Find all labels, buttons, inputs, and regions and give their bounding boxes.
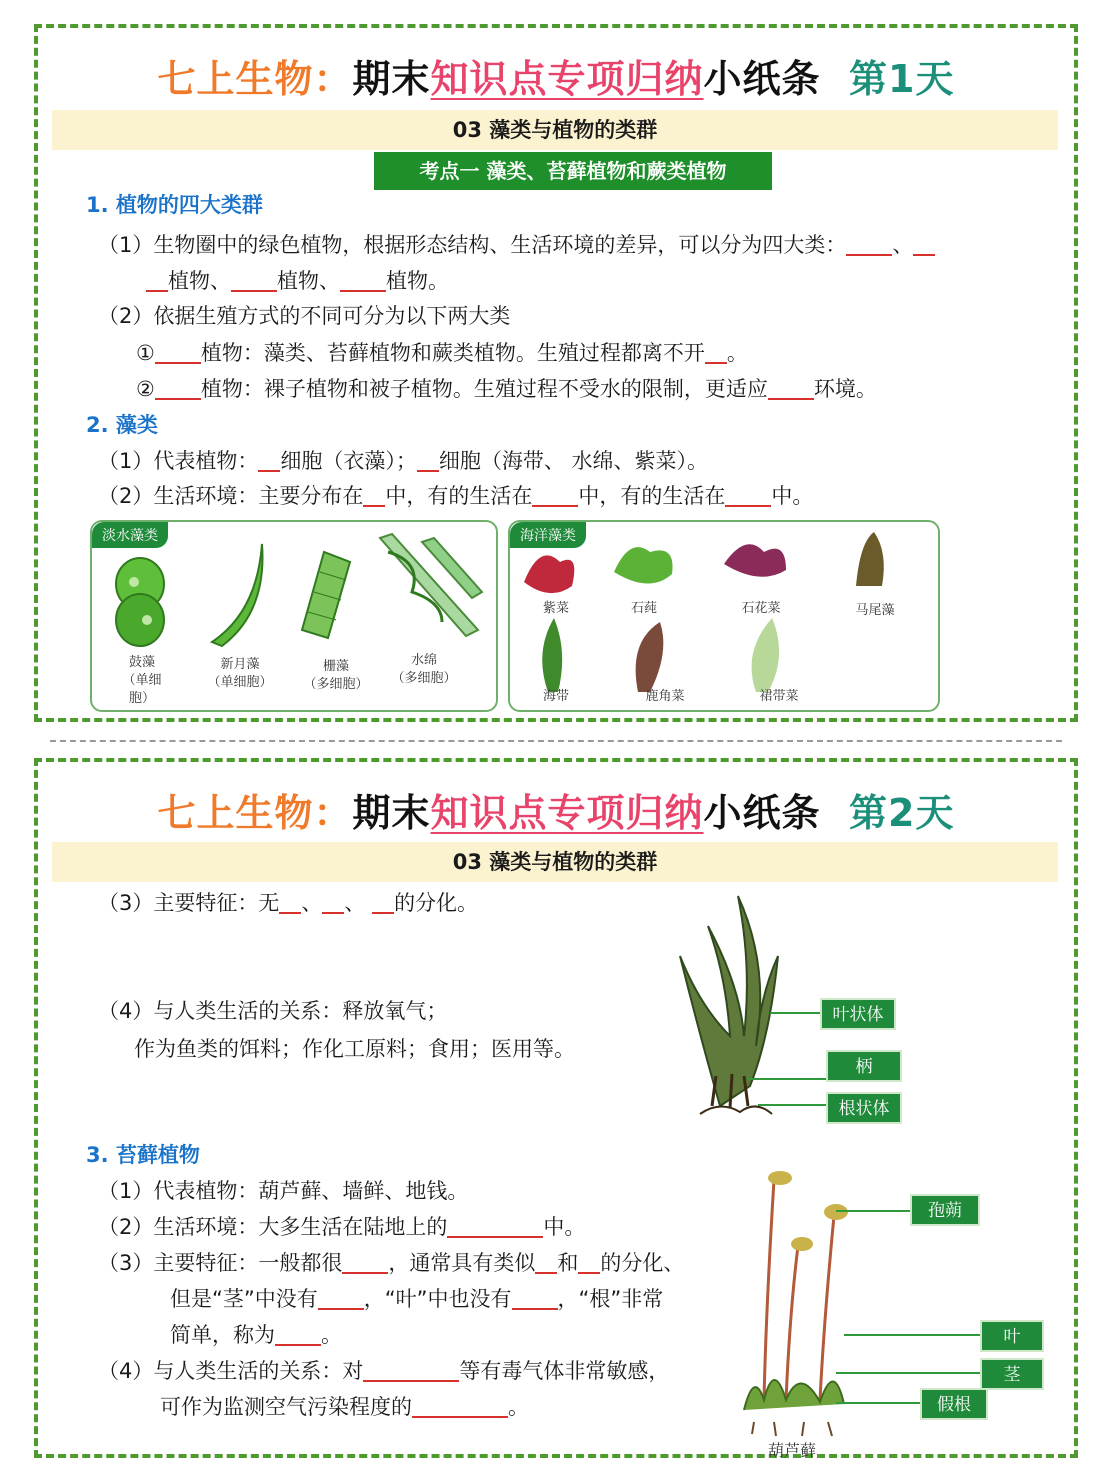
ulva-illustration	[614, 547, 673, 583]
moss-caption: 葫芦藓	[767, 1441, 816, 1460]
fill-blank[interactable]	[913, 232, 935, 256]
fill-blank[interactable]	[532, 483, 578, 507]
algae-caption: 鹿角菜	[645, 689, 685, 704]
day1-title: 七上生物：期末知识点专项归纳小纸条 第1天	[157, 57, 955, 101]
text-line: 简单，称为 。	[170, 1323, 342, 1347]
fill-blank[interactable]	[447, 1214, 543, 1238]
fill-blank[interactable]	[258, 448, 280, 472]
algae-caption: 裙带菜	[759, 689, 799, 704]
fill-blank[interactable]	[768, 376, 814, 400]
fill-blank[interactable]	[279, 890, 301, 914]
text-line: （2）依据生殖方式的不同可分为以下两大类	[98, 304, 511, 328]
leader-line	[770, 1012, 820, 1014]
text-line: 作为鱼类的饵料；作化工原料；食用；医用等。	[134, 1037, 575, 1061]
day2-title: 七上生物：期末知识点专项归纳小纸条 第2天	[157, 791, 955, 835]
day2-section-band: 03 藻类与植物的类群	[52, 842, 1058, 882]
algae-caption: 海带	[542, 689, 569, 704]
fill-blank[interactable]	[846, 232, 892, 256]
fill-blank[interactable]	[155, 376, 201, 400]
desmid-illustration	[116, 558, 164, 646]
text-line: （2）生活环境：主要分布在 中，有的生活在 中，有的生活在 中。	[98, 484, 814, 508]
porphyra-illustration	[524, 555, 574, 593]
kelp-label: 叶状体	[820, 998, 896, 1030]
text-line: （1）生物圈中的绿色植物，根据形态结构、生活环境的差异，可以分为四大类： 、	[98, 230, 935, 260]
heading-four-groups: 1. 植物的四大类群	[86, 193, 263, 217]
spirogyra-illustration	[380, 534, 482, 636]
fill-blank[interactable]	[231, 268, 277, 292]
kelp-label: 根状体	[826, 1092, 902, 1124]
algae-caption: 新月藻 （单细胞）	[207, 657, 273, 690]
text-line: 但是“茎”中没有 ，“叶”中也没有 ，“根”非常	[170, 1287, 664, 1311]
sea-algae-panel	[508, 520, 940, 712]
pelvetia-illustration	[636, 622, 664, 692]
fill-blank[interactable]	[412, 1394, 508, 1418]
algae-caption: 马尾藻	[855, 603, 895, 618]
heading-moss: 3. 苔藓植物	[86, 1143, 200, 1167]
fill-blank[interactable]	[372, 890, 394, 914]
algae-caption: 紫菜	[542, 601, 569, 616]
fill-blank[interactable]	[705, 340, 727, 364]
text-line: （3）主要特征：无 、 、 的分化。	[98, 891, 479, 915]
text-line: （3）主要特征：一般都很 ，通常具有类似 和 的分化、	[98, 1251, 685, 1275]
sargassum-illustration	[856, 532, 884, 586]
fill-blank[interactable]	[155, 340, 201, 364]
text-line: 可作为监测空气污染程度的 。	[160, 1395, 529, 1419]
separator	[50, 740, 1062, 742]
fill-blank[interactable]	[318, 1286, 364, 1310]
fill-blank[interactable]	[363, 1358, 459, 1382]
fill-blank[interactable]	[535, 1250, 557, 1274]
text-line: 植物、 植物、 植物。	[146, 266, 449, 296]
fill-blank[interactable]	[578, 1250, 600, 1274]
gelidium-illustration	[724, 544, 786, 576]
undaria-illustration	[752, 618, 780, 692]
text-line: （4）与人类生活的关系：释放氧气；	[98, 999, 448, 1023]
leader-line	[836, 1210, 912, 1212]
leader-line	[748, 1078, 826, 1080]
leader-line	[836, 1372, 984, 1374]
algae-caption: 鼓藻 （单细胞）	[122, 655, 162, 706]
scenedesmus-illustration	[302, 552, 350, 638]
fill-blank[interactable]	[363, 483, 385, 507]
fill-blank[interactable]	[725, 483, 771, 507]
moss-label: 茎	[980, 1358, 1044, 1390]
fill-blank[interactable]	[342, 1250, 388, 1274]
text-line: （4）与人类生活的关系：对 等有毒气体非常敏感，	[98, 1359, 670, 1383]
day1-section-band: 03 藻类与植物的类群	[52, 110, 1058, 150]
leader-line	[758, 1104, 826, 1106]
fill-blank[interactable]	[275, 1322, 321, 1346]
sea-tag: 海洋藻类	[510, 522, 586, 548]
moss-label: 孢蒴	[910, 1194, 980, 1226]
text-line: ① 植物：藻类、苔藓植物和蕨类植物。生殖过程都离不开 。	[136, 341, 748, 365]
heading-algae: 2. 藻类	[86, 413, 158, 437]
fill-blank[interactable]	[322, 890, 344, 914]
freshwater-tag: 淡水藻类	[92, 522, 168, 548]
closterium-illustration	[212, 544, 263, 646]
fill-blank[interactable]	[340, 268, 386, 292]
freshwater-algae-panel	[90, 520, 498, 712]
fill-blank[interactable]	[146, 268, 168, 292]
moss-illustration	[724, 1160, 864, 1440]
leader-line	[836, 1402, 922, 1404]
exam-point-tag: 考点一 藻类、苔藓植物和蕨类植物	[374, 152, 772, 190]
text-line: （2）生活环境：大多生活在陆地上的 中。	[98, 1215, 586, 1239]
moss-label: 假根	[920, 1388, 988, 1420]
text-line: （1）代表植物： 细胞（衣藻）； 细胞（海带、 水绵、紫菜）。	[98, 449, 709, 473]
algae-caption: 石莼	[630, 601, 657, 616]
text-line: ② 植物：裸子植物和被子植物。生殖过程不受水的限制，更适应 环境。	[136, 377, 877, 401]
algae-caption: 水绵 （多细胞）	[391, 653, 457, 686]
algae-caption: 栅藻 （多细胞）	[303, 659, 369, 692]
text-line: （1）代表植物：葫芦藓、墙鲜、地钱。	[98, 1179, 469, 1203]
leader-line	[844, 1334, 980, 1336]
kelp-small-illustration	[542, 618, 562, 692]
moss-label: 叶	[980, 1320, 1044, 1352]
kelp-label: 柄	[826, 1050, 902, 1082]
fill-blank[interactable]	[417, 448, 439, 472]
fill-blank[interactable]	[512, 1286, 558, 1310]
algae-caption: 石花菜	[741, 601, 781, 616]
